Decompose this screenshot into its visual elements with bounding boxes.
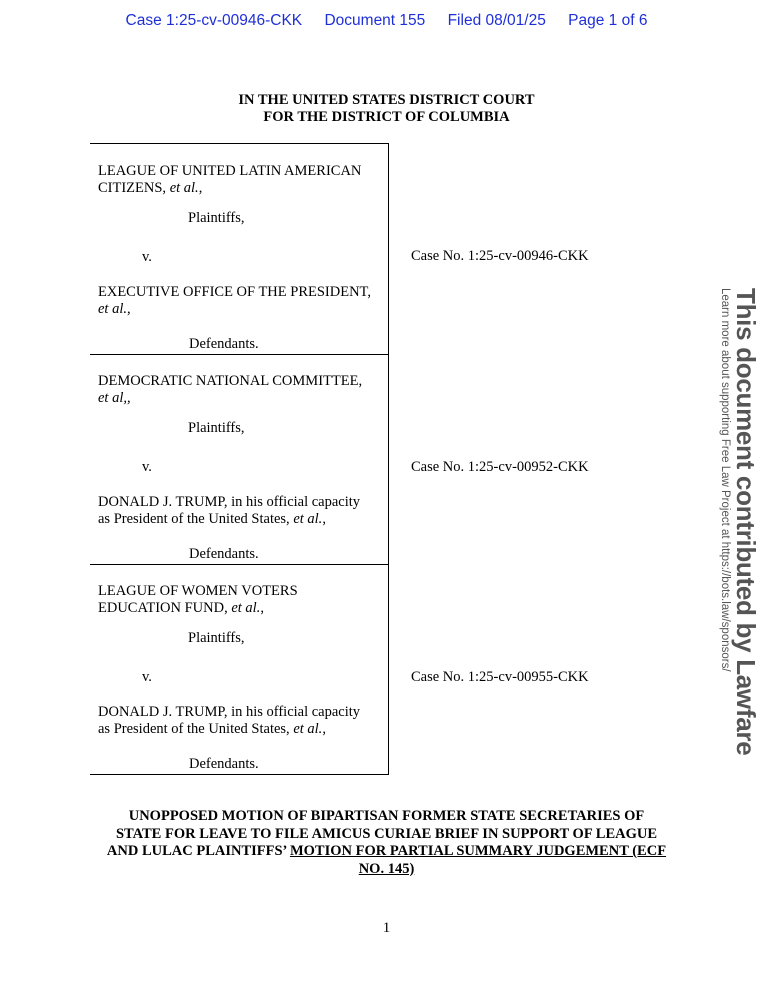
header-case-number: Case 1:25-cv-00946-CKK	[125, 12, 303, 29]
header-page-count: Page 1 of 6	[568, 12, 648, 29]
case-number-2: Case No. 1:25-cv-00952-CKK	[411, 459, 589, 475]
lawfare-watermark	[710, 288, 761, 756]
motion-title-line4: NO. 145)	[358, 860, 415, 877]
motion-title-line1: UNOPPOSED MOTION OF BIPARTISAN FORMER STATE SECRETARIES OF	[128, 808, 645, 824]
case-number-1: Case No. 1:25-cv-00946-CKK	[411, 248, 589, 264]
case-number-3: Case No. 1:25-cv-00955-CKK	[411, 669, 589, 685]
defendant-name: DONALD J. TRUMP, in his official capacity as President of the United States, et al.,	[98, 704, 361, 737]
defendants-label: Defendants.	[189, 336, 259, 352]
plaintiffs-label: Plaintiffs,	[188, 210, 245, 226]
defendants-label: Defendants.	[189, 756, 259, 772]
page-number: 1	[382, 920, 391, 936]
defendant-name: DONALD J. TRUMP, in his official capacity as President of the United States, et al.,	[98, 494, 361, 527]
plaintiff-name: LEAGUE OF WOMEN VOTERS EDUCATION FUND, et al.,	[98, 583, 298, 616]
header-filed-date: Filed 08/01/25	[447, 12, 546, 29]
motion-title-line2: STATE FOR LEAVE TO FILE AMICUS CURIAE BRIEF IN SUPPORT OF LEAGUE	[115, 825, 658, 842]
caption-block-1	[90, 144, 388, 355]
case-caption	[90, 143, 389, 775]
plaintiff-name: DEMOCRATIC NATIONAL COMMITTEE, et al,,	[98, 373, 363, 406]
defendants-label: Defendants.	[189, 546, 259, 562]
court-name-line1: IN THE UNITED STATES DISTRICT COURT	[238, 92, 535, 108]
watermark-title: This document contributed by Lawfare	[731, 288, 761, 756]
caption-block-3	[90, 564, 388, 775]
defendant-name: EXECUTIVE OFFICE OF THE PRESIDENT, et al.,	[98, 284, 371, 317]
plaintiffs-label: Plaintiffs,	[188, 420, 245, 436]
court-name	[0, 92, 773, 126]
court-name-line2: FOR THE DISTRICT OF COLUMBIA	[263, 109, 510, 125]
versus: v.	[142, 249, 152, 265]
motion-title	[0, 808, 773, 878]
watermark-subtitle: Learn more about supporting Free Law Project at https://bots.law/sponsors/	[719, 288, 731, 672]
plaintiffs-label: Plaintiffs,	[188, 630, 245, 646]
motion-title-line3: AND LULAC PLAINTIFFS’ MOTION FOR PARTIAL SUMMARY JUDGEMENT (ECF	[106, 843, 667, 859]
versus: v.	[142, 459, 152, 475]
plaintiff-name: LEAGUE OF UNITED LATIN AMERICAN CITIZENS, et al.,	[98, 163, 362, 196]
filing-header	[0, 12, 773, 30]
versus: v.	[142, 669, 152, 685]
caption-block-2	[90, 354, 388, 565]
header-document-number: Document 155	[324, 12, 426, 29]
